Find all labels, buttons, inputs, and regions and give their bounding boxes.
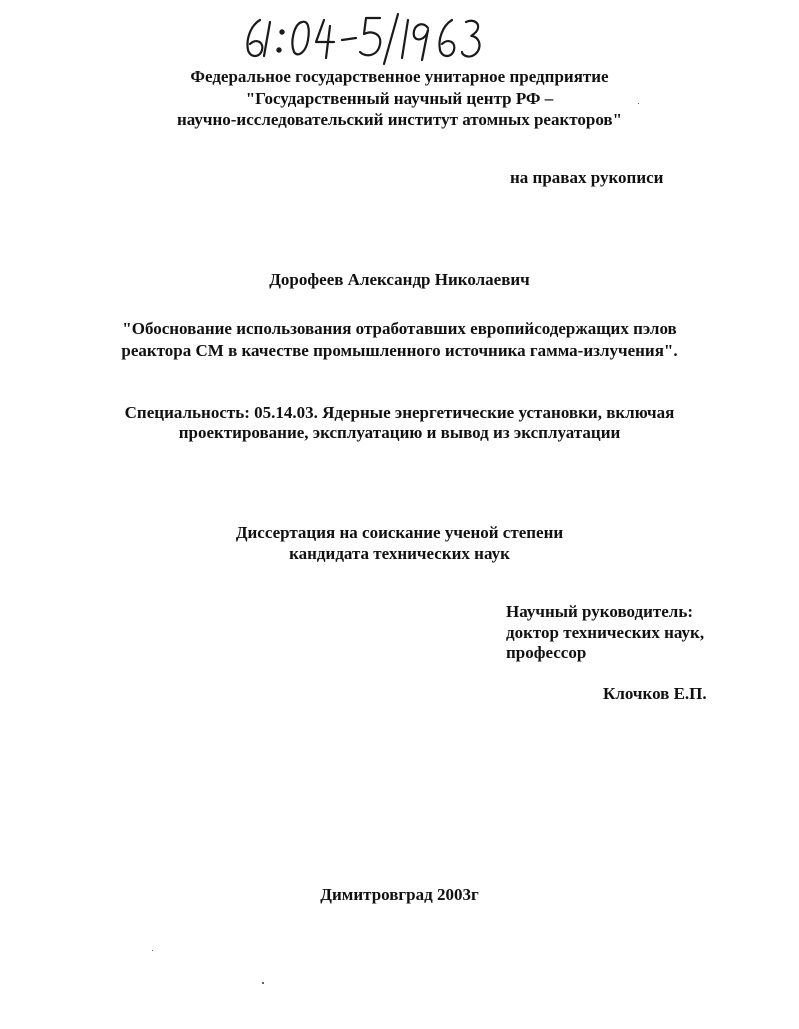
scan-speck: [262, 982, 264, 984]
specialty-line-2: проектирование, эксплуатацию и вывод из эксплуатации: [178, 423, 621, 442]
supervisor-label: Научный руководитель:: [506, 602, 693, 621]
supervisor-rank: профессор: [506, 643, 587, 662]
place-year: Димитровград 2003г: [320, 885, 479, 904]
handwritten-archive-number-drawing: [238, 6, 488, 68]
specialty-line-1: Специальность: 05.14.03. Ядерные энергетические установки, включая: [124, 403, 675, 422]
supervisor-degree: доктор технических наук,: [506, 623, 705, 642]
institution-line-3: научно-исследовательский институт атомных реакторов": [176, 110, 623, 129]
handwritten-archive-number: [238, 6, 488, 68]
scan-speck: [638, 103, 639, 104]
institution-line-1: Федеральное государственное унитарное предприятие: [190, 67, 609, 86]
degree-line-1: Диссертация на соискание ученой степени: [235, 523, 564, 542]
dissertation-title-line-1: "Обоснование использования отработавших европийсодержащих пэлов: [122, 319, 677, 338]
manuscript-rights: на правах рукописи: [510, 168, 664, 187]
institution-line-2: "Государственный научный центр РФ –: [245, 89, 554, 108]
supervisor-name: Клочков Е.П.: [603, 684, 707, 703]
scan-speck: [152, 950, 153, 951]
author-name: Дорофеев Александр Николаевич: [269, 270, 530, 289]
degree-line-2: кандидата технических наук: [289, 544, 510, 563]
dissertation-title-line-2: реактора СМ в качестве промышленного источника гамма-излучения".: [121, 341, 678, 360]
